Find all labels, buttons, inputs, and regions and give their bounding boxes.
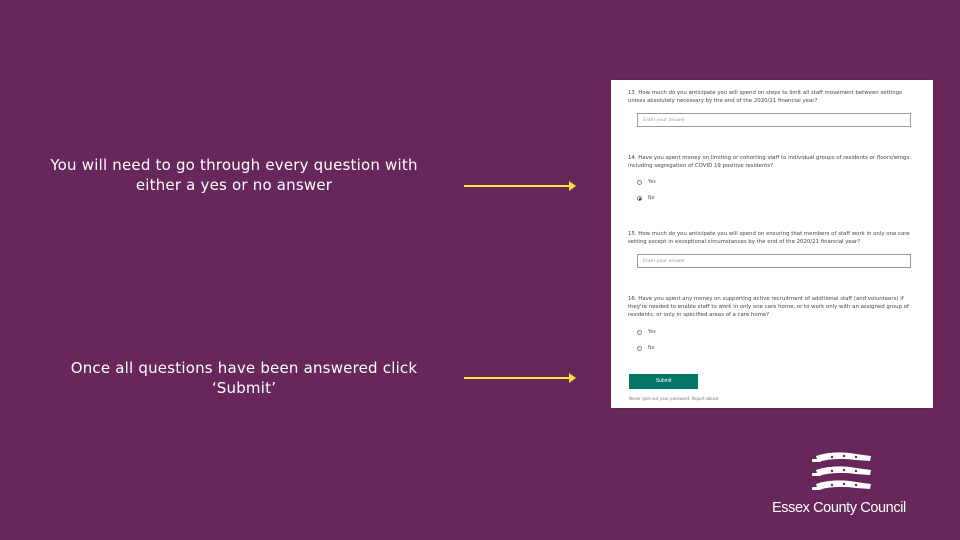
submit-button[interactable]: Submit <box>629 374 698 389</box>
option-label: Yes <box>648 180 656 185</box>
option-label: Yes <box>648 330 656 335</box>
arrow-to-submit-button <box>464 377 574 379</box>
radio-button-icon[interactable] <box>637 346 642 351</box>
question-text: Have you spent money on limiting or cohorting staff to individual groups of residents or floors/wings including segregation of COVID 19 positive residents? <box>628 155 910 169</box>
question-text: How much do you anticipate you will spend on steps to limit all staff movement between settings unless absolutely necessary by the end of the 2020/21 financial year? <box>628 90 902 104</box>
essex-county-council-logo <box>772 446 920 521</box>
radio-16-no[interactable] <box>637 346 655 354</box>
question-text: Have you spent any money on supporting active recruitment of additional staff (and volunteers) if they're needed to enable staff to work in only one care home, or to work only with an assigned group of residents, or only in specified areas of a care home? <box>628 296 909 318</box>
question-14 <box>628 154 918 170</box>
radio-button-icon[interactable] <box>637 180 642 185</box>
radio-button-icon[interactable] <box>637 196 642 201</box>
instruction-click-submit: Once all questions have been answered click ‘Submit’ <box>70 359 418 397</box>
answer-field-15[interactable]: Enter your answer <box>637 254 911 268</box>
form-footer: Never give out your password. Report abuse <box>629 396 719 401</box>
three-seaxes-icon <box>772 446 920 500</box>
radio-16-yes[interactable] <box>637 330 656 338</box>
radio-14-no[interactable] <box>637 196 655 204</box>
question-number: 13. <box>628 90 637 96</box>
option-label: No <box>648 196 655 201</box>
question-number: 14. <box>628 155 637 161</box>
question-text: How much do you anticipate you will spend on ensuring that members of staff work in only one care setting except in exceptional circumstances by the end of the 2020/21 financial year? <box>628 231 910 245</box>
instruction-answer-every-question: You will need to go through every question with either a yes or no answer <box>50 156 418 194</box>
question-13 <box>628 89 918 105</box>
answer-field-13[interactable]: Enter your answer <box>637 113 911 127</box>
arrow-to-question-options <box>464 185 574 187</box>
radio-button-icon[interactable] <box>637 330 642 335</box>
survey-form-screenshot <box>611 80 933 408</box>
option-label: No <box>648 346 655 351</box>
logo-wordmark: Essex County Council <box>772 500 906 516</box>
radio-14-yes[interactable] <box>637 180 656 188</box>
question-16 <box>628 295 918 319</box>
question-number: 15. <box>628 231 637 237</box>
question-number: 16. <box>628 296 637 302</box>
question-15 <box>628 230 918 246</box>
